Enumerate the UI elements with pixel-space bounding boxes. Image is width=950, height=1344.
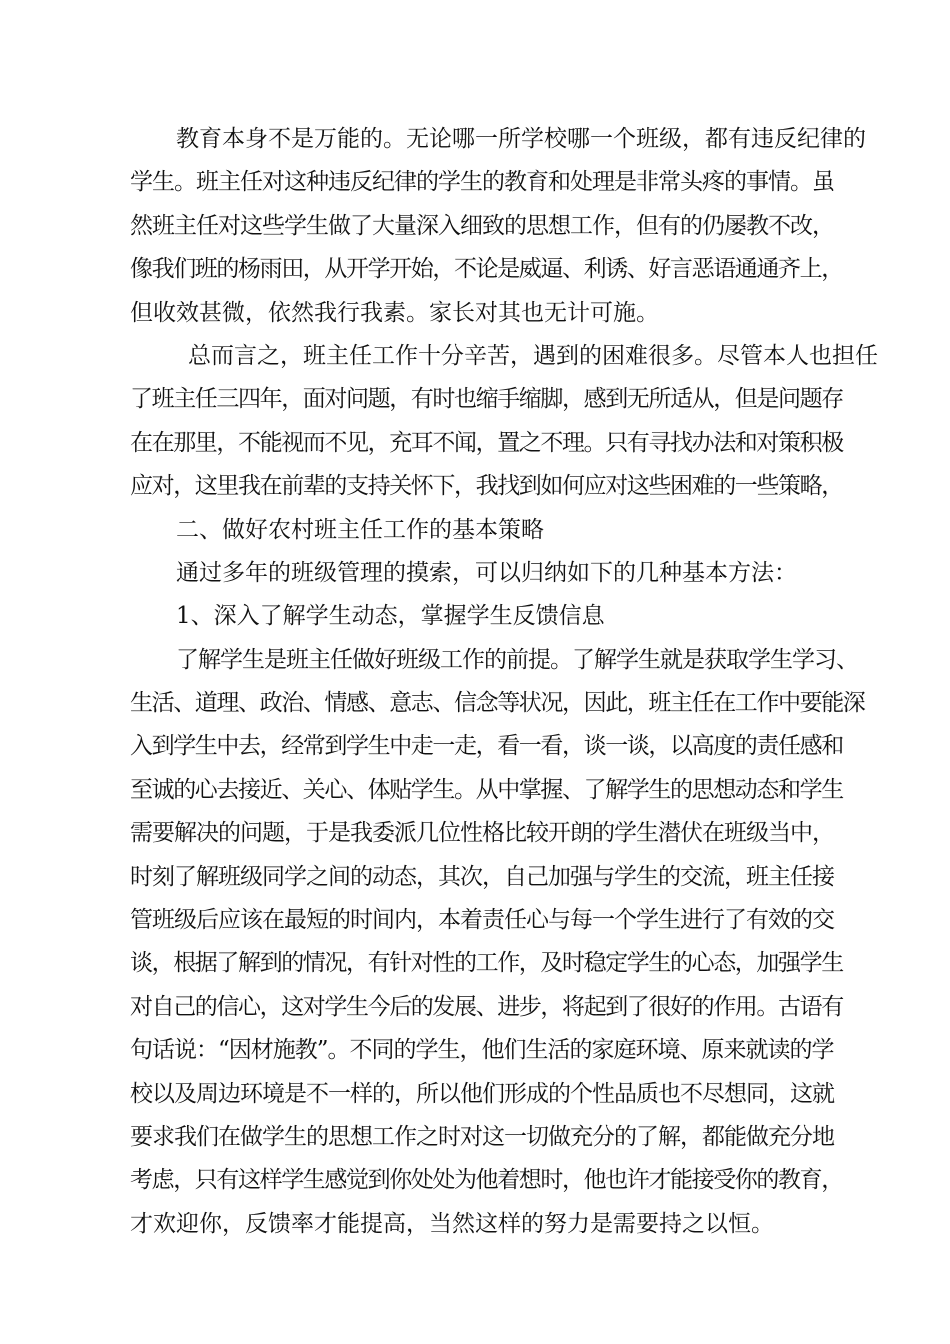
text-line: 考虑，只有这样学生感觉到你处处为他着想时，他也许才能接受你的教育， (130, 1167, 843, 1194)
text-line: 生活、道理、政治、情感、意志、信念等状况，因此，班主任在工作中要能深 (130, 690, 865, 717)
text-line: 了解学生是班主任做好班级工作的前提。了解学生就是获取学生学习、 (176, 646, 858, 673)
text-line: 对自己的信心，这对学生今后的发展、进步，将起到了很好的作用。古语有 (130, 993, 843, 1020)
text-line: 总而言之，班主任工作十分辛苦，遇到的困难很多。尽管本人也担任 (188, 342, 878, 369)
text-line: 校以及周边环境是不一样的，所以他们形成的个性品质也不尽想同，这就 (130, 1080, 834, 1107)
text-line: 才欢迎你，反馈率才能提高，当然这样的努力是需要持之以恒。 (130, 1210, 774, 1237)
text-line: 像我们班的杨雨田，从开学开始，不论是威逼、利诱、好言恶语通通齐上， (130, 256, 843, 283)
subsection-heading: 1、深入了解学生动态，掌握学生反馈信息 (176, 603, 605, 630)
text-line: 入到学生中去，经常到学生中走一走，看一看，谈一谈，以高度的责任感和 (130, 733, 843, 760)
text-line: 谈，根据了解到的情况，有针对性的工作，及时稳定学生的心态，加强学生 (130, 950, 843, 977)
text-line: 教育本身不是万能的。无论哪一所学校哪一个班级，都有违反纪律的 (176, 126, 866, 152)
text-line: 管班级后应该在最短的时间内，本着责任心与每一个学生进行了有效的交 (130, 907, 834, 934)
text-line: 学生。班主任对这种违反纪律的学生的教育和处理是非常头疼的事情。虽 (130, 169, 834, 196)
text-line: 句话说：“因材施教”。不同的学生，他们生活的家庭环境、原来就读的学 (130, 1037, 834, 1064)
text-line: 然班主任对这些学生做了大量深入细致的思想工作，但有的仍屡教不改， (130, 212, 834, 239)
text-line: 了班主任三四年，面对问题，有时也缩手缩脚，感到无所适从，但是问题存 (130, 386, 843, 413)
text-line: 需要解决的问题，于是我委派几位性格比较开朗的学生潜伏在班级当中， (130, 820, 834, 847)
section-heading: 二、做好农村班主任工作的基本策略 (176, 516, 544, 543)
text-line: 时刻了解班级同学之间的动态，其次，自己加强与学生的交流，班主任接 (130, 863, 834, 890)
text-line: 应对，这里我在前辈的支持关怀下，我找到如何应对这些困难的一些策略， (130, 473, 843, 500)
text-line: 通过多年的班级管理的摸索，可以归纳如下的几种基本方法： (176, 559, 797, 586)
text-line: 在在那里，不能视而不见，充耳不闻，置之不理。只有寻找办法和对策积极 (130, 429, 843, 456)
body-text (130, 118, 878, 1246)
text-line: 至诚的心去接近、关心、体贴学生。从中掌握、了解学生的思想动态和学生 (130, 776, 843, 803)
text-line: 要求我们在做学生的思想工作之时对这一切做充分的了解，都能做充分地 (130, 1123, 834, 1150)
text-line: 但收效甚微，依然我行我素。家长对其也无计可施。 (130, 299, 659, 326)
